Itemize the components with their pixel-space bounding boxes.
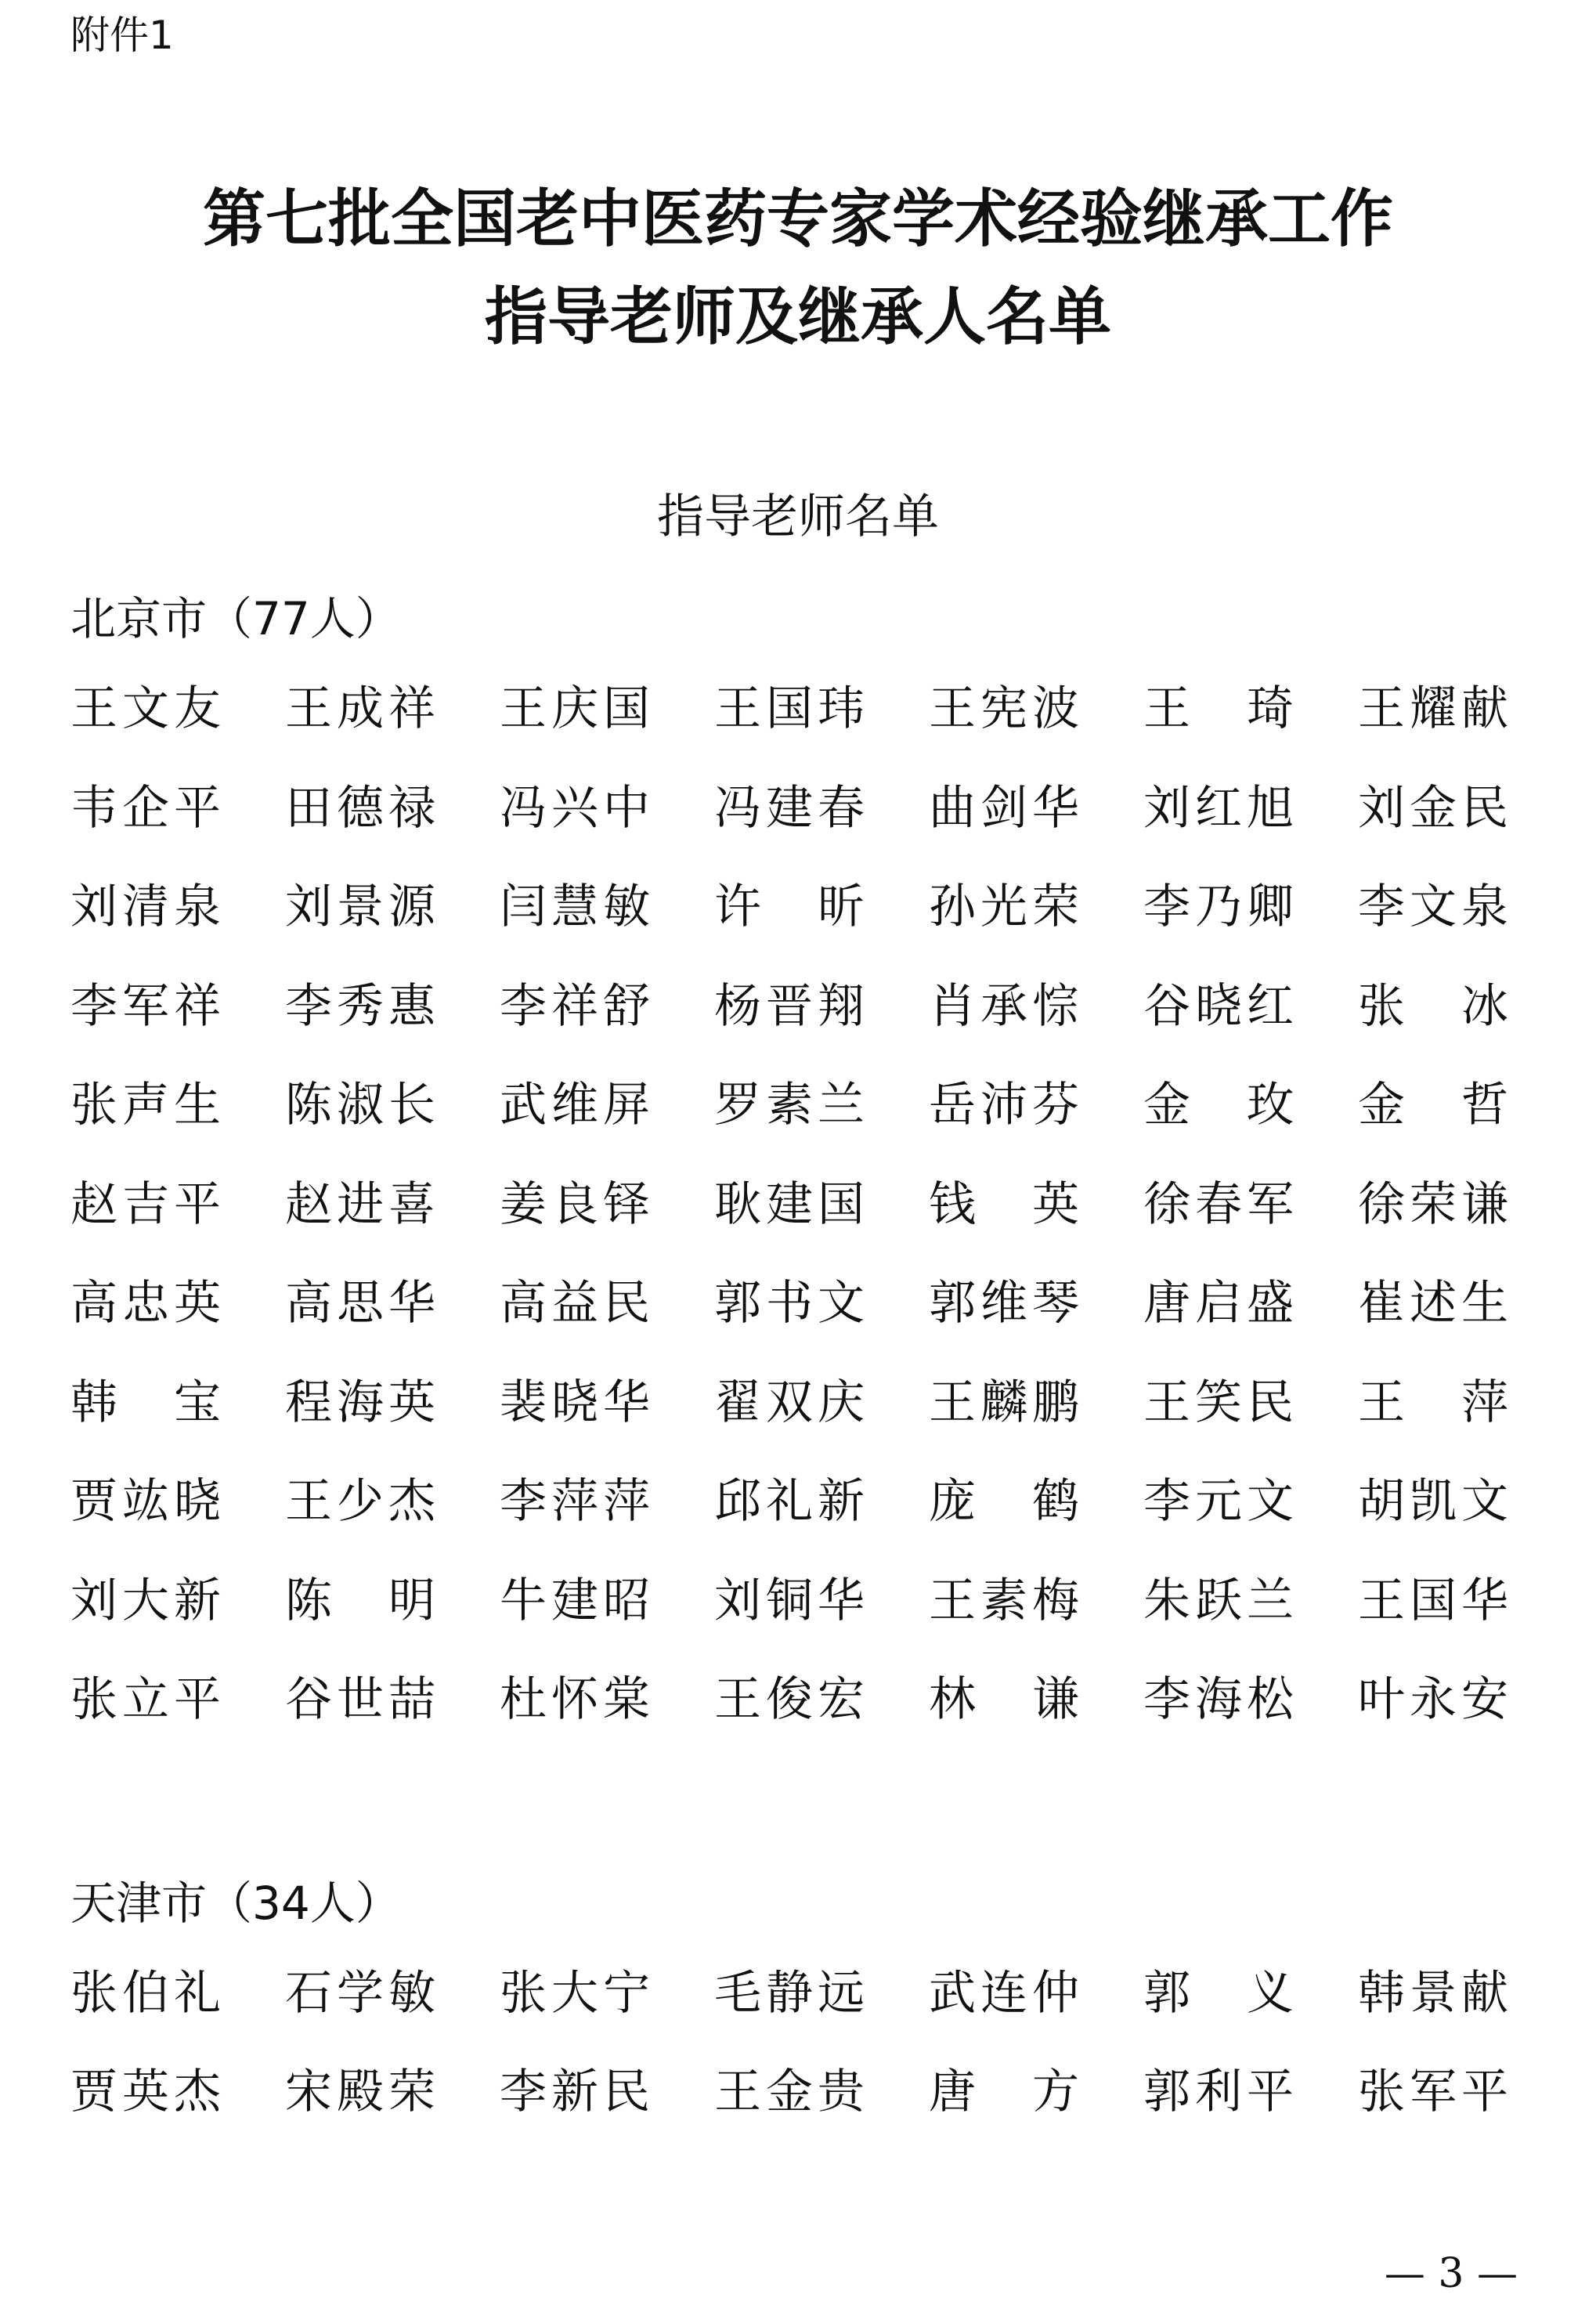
person-name: 陈 明 <box>285 1573 435 1628</box>
person-name: 闫 慧 敏 <box>500 880 650 934</box>
person-name: 王 国 华 <box>1358 1573 1508 1628</box>
person-name: 王 笑 民 <box>1143 1375 1294 1430</box>
person-name: 张 声 生 <box>70 1078 221 1133</box>
person-name: 郭 义 <box>1143 1966 1294 2021</box>
person-name: 张 伯 礼 <box>70 1966 221 2021</box>
person-name: 宋 殿 荣 <box>285 2065 435 2119</box>
person-name: 郭 书 文 <box>714 1276 865 1331</box>
person-name: 王 成 祥 <box>285 681 435 736</box>
person-name: 刘 清 泉 <box>70 880 221 934</box>
person-name: 武 维 屏 <box>500 1078 650 1133</box>
person-name: 王 素 梅 <box>929 1573 1079 1628</box>
person-name: 石 学 敏 <box>285 1966 435 2021</box>
person-name: 李 海 松 <box>1143 1672 1294 1727</box>
person-name: 张 军 平 <box>1358 2065 1508 2119</box>
person-name: 田 德 禄 <box>285 780 435 836</box>
person-name: 陈 淑 长 <box>285 1078 435 1133</box>
person-name: 赵 吉 平 <box>70 1176 221 1232</box>
person-name: 韩 宝 <box>70 1375 221 1430</box>
person-name: 林 谦 <box>929 1672 1079 1727</box>
person-name: 牛 建 昭 <box>500 1573 650 1628</box>
main-title-line-2: 指导老师及继承人名单 <box>485 280 1111 353</box>
person-name: 杨 晋 翔 <box>714 978 865 1034</box>
person-name: 贾 竑 晓 <box>70 1474 221 1529</box>
region-heading-tianjin: 天津市（34人） <box>70 1877 401 1930</box>
person-name: 程 海 英 <box>285 1375 435 1430</box>
person-name: 武 连 仲 <box>929 1966 1079 2021</box>
person-name: 李 元 文 <box>1143 1474 1294 1529</box>
person-name: 李 新 民 <box>500 2065 650 2119</box>
person-name: 贾 英 杰 <box>70 2065 221 2119</box>
name-list-beijing <box>70 674 1519 1764</box>
person-name: 李 文 泉 <box>1358 880 1508 934</box>
person-name: 王 琦 <box>1143 681 1294 736</box>
person-name: 张 大 宁 <box>500 1966 650 2021</box>
person-name: 崔 述 生 <box>1358 1276 1508 1331</box>
region-heading-beijing: 北京市（77人） <box>70 592 401 645</box>
person-name: 郭 利 平 <box>1143 2065 1294 2119</box>
person-name: 王 文 友 <box>70 681 221 736</box>
person-name: 徐 荣 谦 <box>1358 1176 1508 1232</box>
person-name: 金 哲 <box>1358 1078 1508 1133</box>
person-name: 韦 企 平 <box>70 780 221 836</box>
person-name: 王 庆 国 <box>500 681 650 736</box>
person-name: 冯 兴 中 <box>500 780 650 836</box>
name-list-tianjin <box>70 1958 1519 2155</box>
person-name: 徐 春 军 <box>1143 1176 1294 1232</box>
person-name: 刘 景 源 <box>285 880 435 934</box>
person-name: 李 军 祥 <box>70 978 221 1034</box>
person-name: 韩 景 献 <box>1358 1966 1508 2021</box>
person-name: 赵 进 喜 <box>285 1176 435 1232</box>
person-name: 唐 启 盛 <box>1143 1276 1294 1331</box>
person-name: 张 立 平 <box>70 1672 221 1727</box>
person-name: 冯 建 春 <box>714 780 865 836</box>
person-name: 叶 永 安 <box>1358 1672 1508 1727</box>
attachment-label: 附件1 <box>70 13 174 58</box>
person-name: 曲 剑 华 <box>929 780 1079 836</box>
person-name: 郭 维 琴 <box>929 1276 1079 1331</box>
person-name: 张 冰 <box>1358 978 1508 1034</box>
person-name: 姜 良 铎 <box>500 1176 650 1232</box>
person-name: 耿 建 国 <box>714 1176 865 1232</box>
person-name: 杜 怀 棠 <box>500 1672 650 1727</box>
person-name: 唐 方 <box>929 2065 1079 2119</box>
person-name: 毛 静 远 <box>714 1966 865 2021</box>
person-name: 裴 晓 华 <box>500 1375 650 1430</box>
person-name: 肖 承 悰 <box>929 978 1079 1034</box>
person-name: 谷 世 喆 <box>285 1672 435 1727</box>
person-name: 孙 光 荣 <box>929 880 1079 934</box>
person-name: 邱 礼 新 <box>714 1474 865 1529</box>
person-name: 刘 铜 华 <box>714 1573 865 1628</box>
person-name: 胡 凯 文 <box>1358 1474 1508 1529</box>
person-name: 庞 鹤 <box>929 1474 1079 1529</box>
person-name: 朱 跃 兰 <box>1143 1573 1294 1628</box>
person-name: 王 宪 波 <box>929 681 1079 736</box>
person-name: 王 萍 <box>1358 1375 1508 1430</box>
person-name: 王 俊 宏 <box>714 1672 865 1727</box>
person-name: 王 少 杰 <box>285 1474 435 1529</box>
person-name: 许 昕 <box>714 880 865 934</box>
person-name: 钱 英 <box>929 1176 1079 1232</box>
person-name: 高 思 华 <box>285 1276 435 1331</box>
person-name: 王 国 玮 <box>714 681 865 736</box>
person-name: 王 金 贵 <box>714 2065 865 2119</box>
person-name: 刘 大 新 <box>70 1573 221 1628</box>
person-name: 李 萍 萍 <box>500 1474 650 1529</box>
person-name: 谷 晓 红 <box>1143 978 1294 1034</box>
page-number: — 3 — <box>1384 2250 1518 2297</box>
main-title-line-1: 第七批全国老中医药专家学术经验继承工作 <box>203 182 1393 255</box>
person-name: 王 麟 鹏 <box>929 1375 1079 1430</box>
person-name: 李 乃 卿 <box>1143 880 1294 934</box>
person-name: 岳 沛 芬 <box>929 1078 1079 1133</box>
person-name: 罗 素 兰 <box>714 1078 865 1133</box>
person-name: 李 祥 舒 <box>500 978 650 1034</box>
person-name: 王 耀 献 <box>1358 681 1508 736</box>
person-name: 高 益 民 <box>500 1276 650 1331</box>
section-title: 指导老师名单 <box>657 490 939 544</box>
person-name: 刘 金 民 <box>1358 780 1508 836</box>
person-name: 金 玫 <box>1143 1078 1294 1133</box>
person-name: 高 忠 英 <box>70 1276 221 1331</box>
person-name: 刘 红 旭 <box>1143 780 1294 836</box>
person-name: 翟 双 庆 <box>714 1375 865 1430</box>
person-name: 李 秀 惠 <box>285 978 435 1034</box>
